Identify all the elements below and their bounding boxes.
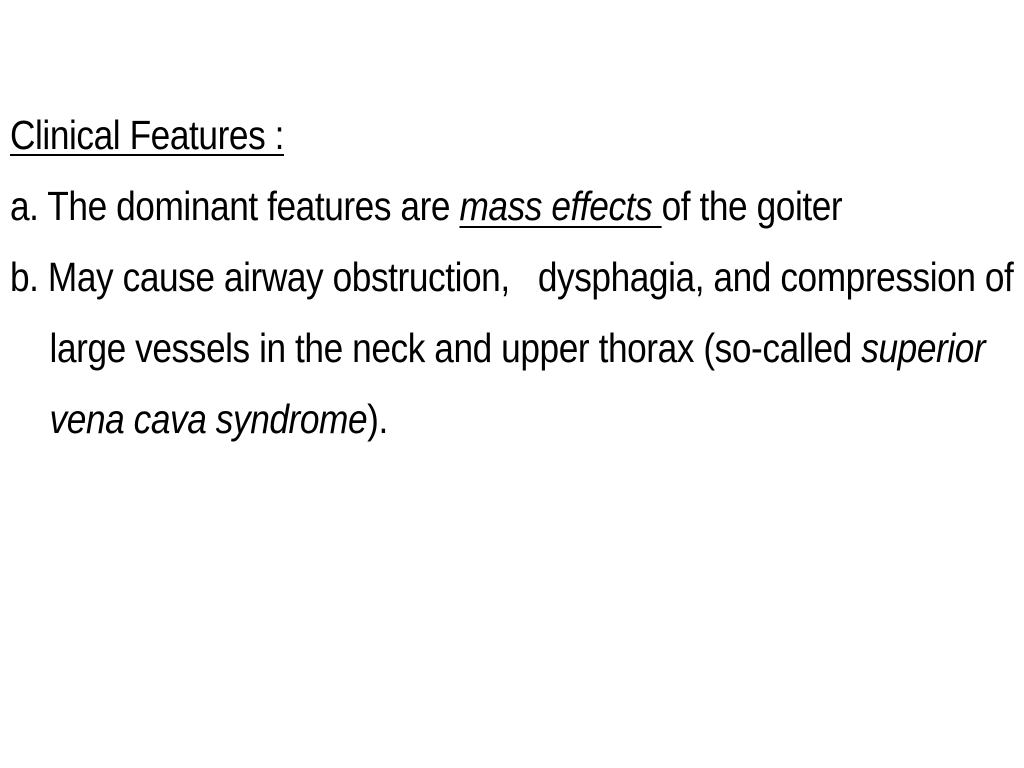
item-b-marker: b.: [10, 254, 39, 300]
item-a-marker: a.: [10, 183, 39, 229]
item-b-text-after: ).: [367, 396, 388, 442]
bullet-item-b: [10, 242, 1023, 455]
item-a-emphasis: mass effects: [459, 183, 662, 229]
item-b-emphasis: superior vena cava syndrome: [49, 325, 995, 442]
item-b-text-before: May cause airway obstruction, dysphagia, and compression of large vessels in the neck and upper thorax (so-called: [47, 254, 1023, 371]
item-a-text-after: of the goiter: [661, 183, 843, 229]
slide-body: [10, 100, 1023, 455]
slide-heading: [10, 100, 1016, 171]
bullet-item-a: [10, 171, 1016, 242]
heading-text: Clinical Features :: [10, 112, 285, 158]
item-a-text-before: The dominant features are: [47, 183, 460, 229]
